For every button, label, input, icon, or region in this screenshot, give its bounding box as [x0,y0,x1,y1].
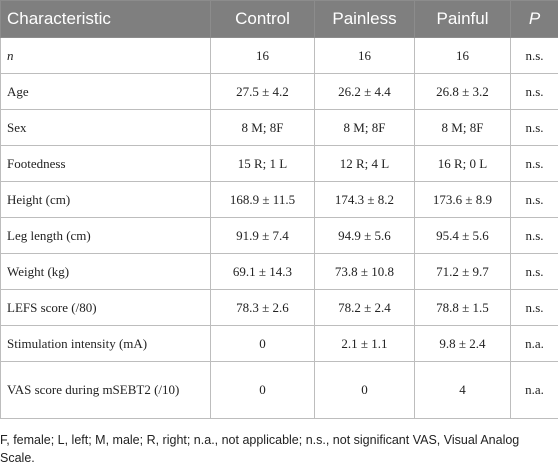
cell-painful: 26.8 ± 3.2 [415,74,511,110]
cell-p: n.s. [511,74,558,110]
cell-painless: 8 M; 8F [315,110,415,146]
cell-painful: 8 M; 8F [415,110,511,146]
header-painful: Painful [415,1,511,38]
row-label: Sex [1,110,211,146]
cell-control: 0 [211,326,315,362]
cell-control: 15 R; 1 L [211,146,315,182]
cell-control: 8 M; 8F [211,110,315,146]
row-label: Stimulation intensity (mA) [1,326,211,362]
cell-painful: 16 R; 0 L [415,146,511,182]
cell-painful: 4 [415,362,511,419]
cell-painful: 9.8 ± 2.4 [415,326,511,362]
table-row [1,218,558,254]
cell-painless: 26.2 ± 4.4 [315,74,415,110]
cell-p: n.s. [511,38,558,74]
cell-p: n.s. [511,146,558,182]
row-label: VAS score during mSEBT2 (/10) [1,362,211,419]
row-label: Leg length (cm) [1,218,211,254]
row-label: Height (cm) [1,182,211,218]
header-control: Control [211,1,315,38]
row-label: LEFS score (/80) [1,290,211,326]
cell-painful: 173.6 ± 8.9 [415,182,511,218]
cell-control: 91.9 ± 7.4 [211,218,315,254]
table-footnote: F, female; L, left; M, male; R, right; n.a., not applicable; n.s., not significant VAS, Visual Analog Scale. [0,433,520,465]
cell-control: 27.5 ± 4.2 [211,74,315,110]
header-p-value: P [511,1,558,38]
cell-p: n.a. [511,362,558,419]
cell-p: n.s. [511,182,558,218]
table-row [1,254,558,290]
cell-p: n.s. [511,254,558,290]
cell-painful: 71.2 ± 9.7 [415,254,511,290]
cell-painful: 78.8 ± 1.5 [415,290,511,326]
cell-painless: 73.8 ± 10.8 [315,254,415,290]
table-row [1,110,558,146]
table-row [1,362,558,419]
row-label: Age [1,74,211,110]
cell-control: 69.1 ± 14.3 [211,254,315,290]
table-header-row [1,1,558,38]
cell-p: n.s. [511,110,558,146]
table-row [1,290,558,326]
cell-painless: 174.3 ± 8.2 [315,182,415,218]
row-label: n [1,38,211,74]
cell-p: n.s. [511,290,558,326]
row-label: Footedness [1,146,211,182]
table-row [1,146,558,182]
header-painless: Painless [315,1,415,38]
cell-painless: 12 R; 4 L [315,146,415,182]
cell-p: n.a. [511,326,558,362]
cell-painless: 94.9 ± 5.6 [315,218,415,254]
table-row [1,182,558,218]
cell-control: 78.3 ± 2.6 [211,290,315,326]
header-characteristic: Characteristic [1,1,211,38]
cell-control: 0 [211,362,315,419]
cell-painless: 0 [315,362,415,419]
cell-painless: 16 [315,38,415,74]
cell-painless: 2.1 ± 1.1 [315,326,415,362]
cell-painful: 95.4 ± 5.6 [415,218,511,254]
cell-painless: 78.2 ± 2.4 [315,290,415,326]
table-row [1,326,558,362]
table-row [1,74,558,110]
cell-control: 16 [211,38,315,74]
table-row [1,38,558,74]
cell-painful: 16 [415,38,511,74]
cell-p: n.s. [511,218,558,254]
cell-control: 168.9 ± 11.5 [211,182,315,218]
row-label: Weight (kg) [1,254,211,290]
